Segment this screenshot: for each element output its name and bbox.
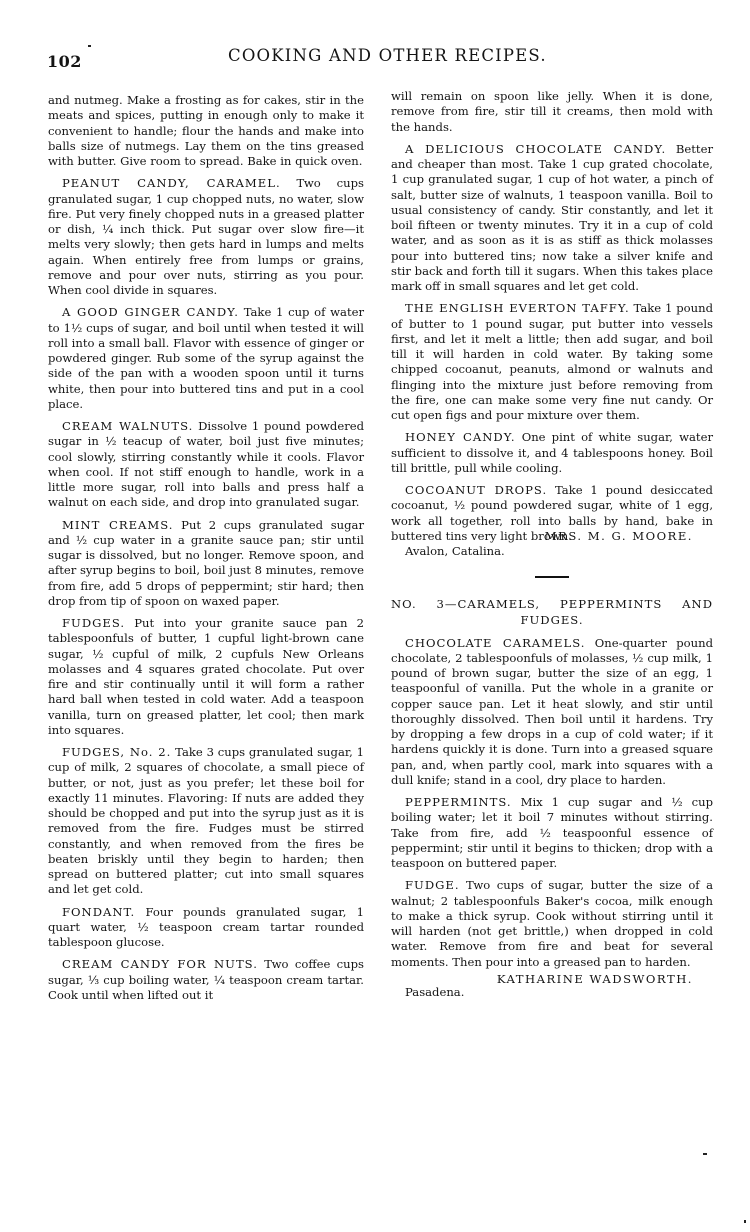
recipe-text: Take 1 cup of water to 1½ cups of sugar, and boil until when tested it will roll into a small ball. Flavor with essence of ginger or powdered ginger. Rub some of the syrup against the side of the pan with a wooden spoon until it turns white, then pour into buttered tins and put in a cool place. (48, 305, 365, 411)
recipe-honey-candy (391, 430, 713, 476)
recipe-fondant (48, 905, 364, 951)
recipe-fudges-no-2 (48, 745, 364, 898)
recipe-peanut-candy (48, 176, 364, 298)
recipe-everton-taffy (391, 301, 713, 423)
print-speck (744, 1220, 746, 1223)
recipe-peppermints (391, 795, 713, 871)
recipe-title: COCOANUT DROPS. (405, 483, 548, 497)
recipe-chocolate-caramels (391, 636, 713, 789)
author-place: Avalon, Catalina. (405, 544, 505, 559)
section-divider (535, 576, 569, 578)
section-heading (391, 596, 713, 628)
recipe-title: THE ENGLISH EVERTON TAFFY. (405, 301, 630, 316)
author-signature: MRS. M. G. MOORE. (544, 529, 693, 543)
recipe-cream-candy-for-nuts (48, 957, 364, 1003)
recipe-title: A DELICIOUS CHOCOLATE CANDY. (405, 141, 667, 156)
recipe-title: PEPPERMINTS. (405, 795, 512, 809)
running-title: COOKING AND OTHER RECIPES. (228, 46, 547, 65)
author-place: Pasadena. (405, 985, 465, 999)
recipe-title: A GOOD GINGER CANDY. (62, 305, 239, 320)
recipe-title: PEANUT CANDY, CARAMEL. (62, 176, 281, 191)
recipe-fudge (391, 878, 713, 970)
recipe-text: Four pounds granulated sugar, 1 quart water, ½ teaspoon cream tartar rounded tablespoon glucose. (48, 904, 364, 949)
recipe-text: Mix 1 cup sugar and ½ cup boiling water; let it boil 7 minutes without stirring. Take from fire, add ½ teaspoonful essence of peppermint; stir until it begins to thicken; drop with a teaspoon on buttered paper. (391, 795, 714, 870)
print-speck (88, 45, 91, 47)
recipe-text: One pint of white sugar, water sufficient to dissolve it, and 4 tablespoons honey. Boil till brittle, pull while cooling. (391, 430, 713, 475)
recipe-title: FUDGE. (405, 878, 460, 893)
recipe-delicious-chocolate-candy (391, 142, 713, 295)
recipe-fudges (48, 616, 364, 738)
recipe-text: One-quarter pound chocolate, 2 tablespoonfuls of molasses, ½ cup milk, 1 pound of brown sugar, butter the size of an egg, 1 teaspoonful of vanilla. Put the whole in a granite or copper sauce pan. Let it heat slowly, and stir until thoroughly dissolved. Then boil until it hardens. Try by dropping a few drops in a cup of cold water; if it hardens quickly it is done. Turn into a greased square pan, and, when partly cool, mark into squares with a dull knife; stand in a cool, dry place to harden. (391, 635, 713, 787)
recipe-cream-walnuts (48, 419, 364, 511)
recipe-text: Two cups of sugar, butter the size of a walnut; 2 tablespoonfuls Baker's cocoa, milk enough to make a thick syrup. Cook without stirring until it will harden (not get brittle,) when dropped in cold water. Remove from fire and beat for several moments. Then pour into a greased pan to harden. (391, 878, 714, 969)
recipe-text: Take 3 cups granulated sugar, 1 cup of milk, 2 squares of chocolate, a small piece of butter, or not, just as you prefer; let these boil for exactly 11 minutes. Flavoring: If nuts are added they should be chopped and put into the syrup just as it is removed from the fire. Fudges must be stirred constantly, and when removed from the fires be beaten briskly until they begin to harden; then spread on buttered platter; cut into small squares and let get cold. (48, 745, 364, 897)
recipe-title: CREAM WALNUTS. (62, 419, 194, 433)
recipe-title: MINT CREAMS. (62, 517, 174, 532)
recipe-text: Better and cheaper than most. Take 1 cup grated chocolate, 1 cup granulated sugar, 1 cup of hot water, a pinch of salt, butter size of walnuts, 1 teaspoon vanilla. Boil to usual consistency of candy. Stir constantly, and let it boil fifteen or twenty minutes. Try it in a cup of cold water, and as soon as it is as stiff as thick molasses pour into buttered tins; now take a silver knife and stir back and forth till it sugars. When this takes place mark off in small squares and let get cold. (391, 141, 713, 293)
recipe-text: Take 1 pound desiccated cocoanut, ½ pound powdered sugar, white of 1 egg, work all together, roll into balls by hand, bake in buttered tins very light brown. (391, 483, 713, 543)
recipe-title: FUDGES. (62, 616, 126, 630)
recipe-title: FUDGES, No. 2. (62, 745, 172, 759)
recipe-title: FONDANT. (62, 904, 136, 919)
recipe-text: Put 2 cups granulated sugar and ½ cup water in a granite sauce pan; stir until sugar is dissolved, but no longer. Remove spoon, and after syrup begins to boil, boil just 8 minutes, remove from fire, add 5 drops of peppermint; stir hard; then drop from tip of spoon on waxed paper. (48, 517, 364, 608)
recipe-title: CHOCOLATE CARAMELS. (405, 635, 586, 650)
section-heading-line-2: FUDGES. (520, 612, 584, 627)
recipe-continuation: and nutmeg. Make a frosting as for cakes, stir in the meats and spices, putting in enough only to make it convenient to handle; flour the hands and make into balls size of nutmegs. Lay them on the tins greased with butter. Give room to spread. Bake in quick oven. (48, 93, 364, 168)
recipe-text: Take 1 pound of butter to 1 pound sugar, put butter into vessels first, and let it melt a little; then add sugar, and boil till it will harden in cold water. By taking some chipped cocoanut, peanuts, almond or walnuts and flinging into the mixture just before removing from the fire, one can make some very fine nut candy. Or cut open figs and pour mixture over them. (391, 301, 713, 422)
recipe-text: Dissolve 1 pound powdered sugar in ½ teacup of water, boil just five minutes; cool slowly, stirring constantly while it cools. Flavor when cool. If not stiff enough to handle, work in a little more sugar, roll into balls and press half a walnut on each side, and drop into granulated sugar. (48, 419, 365, 510)
recipe-title: CREAM CANDY FOR NUTS. (62, 957, 258, 972)
recipe-continuation: will remain on spoon like jelly. When it is done, remove from fire, stir till it creams, then mold with the hands. (391, 89, 713, 134)
right-column (391, 89, 713, 1000)
recipe-text: Put into your granite sauce pan 2 tablespoonfuls of butter, 1 cupful light-brown cane sugar, ½ cupful of milk, 2 cupfuls New Orleans molasses and 4 squares grated chocolate. Put over fire and stir continually until it will form a rather hard ball when tested in cold water. Add a teaspoon vanilla, turn on greased platter, let cool; then mark into squares. (48, 616, 365, 737)
recipe-text: Two coffee cups sugar, ⅓ cup boiling water, ¼ teaspoon cream tartar. Cook until when lifted out it (48, 957, 365, 1002)
recipe-ginger-candy (48, 305, 364, 412)
recipe-title: HONEY CANDY. (405, 430, 516, 445)
recipe-mint-creams (48, 518, 364, 610)
recipe-text: Two cups granulated sugar, 1 cup chopped nuts, no water, slow fire. Put very finely chopped nuts in a greased platter or dish, ¼ inch thick. Put sugar over slow fire—it melts very slowly; then gets hard in lumps and melts again. When entirely free from lumps or grains, remove and pour over nuts, stirring as you pour. When cool divide in squares. (48, 176, 364, 297)
left-column (48, 93, 364, 1010)
section-heading-line-1: NO. 3—CARAMELS, PEPPERMINTS AND (391, 596, 713, 611)
print-speck (703, 1153, 707, 1155)
author-signature: KATHARINE WADSWORTH. (496, 971, 693, 986)
page-number: 102 (47, 52, 82, 71)
